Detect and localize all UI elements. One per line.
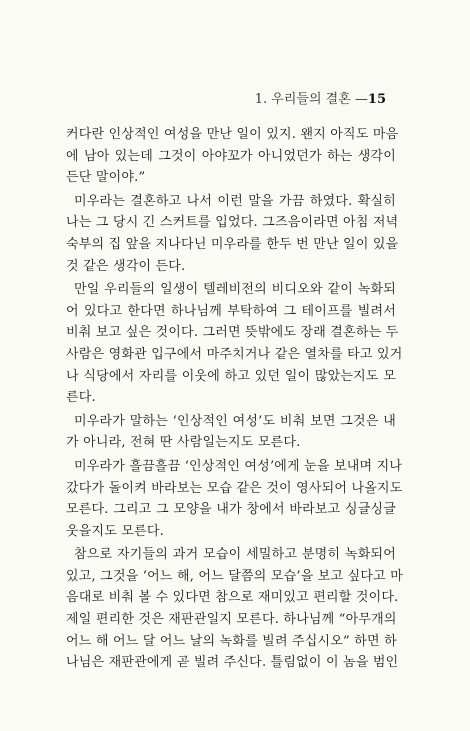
paragraph — [66, 456, 403, 542]
text-line: 갔다가 돌이켜 바라보는 모습 같은 것이 영사되어 나올지도 — [66, 480, 403, 496]
text-line: 미우라가 흘끔흘끔 ‘인상적인 여성’에게 눈을 보내며 지나 — [74, 458, 403, 474]
body-text — [66, 124, 403, 674]
text-line: 음대로 비춰 볼 수 있다면 참으로 재미있고 편리할 것이다. — [66, 590, 399, 606]
text-line: 른다. — [66, 390, 96, 406]
text-line: 제일 편리한 것은 재판관일지 모른다. 하나님께 “아무개의 — [66, 612, 397, 628]
text-line: 에 남아 있는데 그것이 아야꼬가 아니었던가 하는 생각이 — [66, 148, 396, 164]
text-line: 미우라가 말하는 ‘인상적인 여성’도 비춰 보면 그것은 내 — [74, 413, 396, 429]
text-line: 비춰 보고 싶은 것이다. 그러면 뜻밖에도 장래 결혼하는 두 — [66, 325, 399, 341]
text-line: 사람은 영화관 입구에서 마주치거나 같은 열차를 타고 있거 — [66, 346, 403, 362]
text-line: 든단 말이야.” — [66, 170, 146, 186]
paragraph — [66, 191, 399, 277]
text-line: 어느 해 어느 달 어느 날의 녹화를 빌려 주십시오” 하면 하 — [66, 633, 397, 649]
text-line: 참으로 자기들의 과거 모습이 세밀하고 분명히 녹화되어 — [74, 547, 396, 563]
text-line: 어 있다고 한다면 하나님께 부탁하여 그 테이프를 빌려서 — [66, 303, 396, 319]
text-line: 것 같은 생각이 든다. — [66, 258, 186, 274]
text-line: 미우라는 결혼하고 나서 이런 말을 가끔 하였다. 확실히 — [74, 193, 396, 209]
text-line: 가 아니라, 전혀 딴 사람일는지도 모른다. — [66, 435, 301, 451]
text-line: 나 식당에서 자리를 이웃에 하고 있던 일이 많았는지도 모 — [66, 368, 396, 384]
paragraph — [66, 279, 403, 409]
text-line: 만일 우리들의 일생이 텔레비전의 비디오와 같이 녹화되 — [74, 282, 396, 298]
paragraph — [66, 411, 396, 454]
header-dash: — — [354, 92, 368, 107]
page-number: 15 — [367, 92, 386, 107]
paragraph — [66, 124, 399, 189]
text-line: 있고, 그것을 ‘어느 해, 어느 달쯤의 모습’을 보고 싶다고 마 — [66, 568, 403, 584]
text-line: 커다란 인상적인 여성을 만난 일이 있지. 왠지 아직도 마음 — [66, 127, 399, 142]
text-line: 나는 그 당시 긴 스커트를 입었다. 그즈음이라면 아침 저녁 — [66, 215, 399, 231]
text-line: 숙부의 집 앞을 지나다닌 미우라를 한두 번 만난 일이 있을 — [66, 236, 399, 252]
running-header — [255, 88, 386, 107]
text-line: 모른다. 그리고 그 모양을 내가 창에서 바라보고 싱글싱글 — [66, 502, 396, 518]
text-line: 웃을지도 모른다. — [66, 523, 164, 539]
chapter-title: 1. 우리들의 결혼 — [254, 92, 351, 107]
text-line: 나님은 재판관에게 곧 빌려 주신다. 틀림없이 이 놈을 범인 — [66, 655, 399, 671]
paragraph — [66, 544, 403, 674]
